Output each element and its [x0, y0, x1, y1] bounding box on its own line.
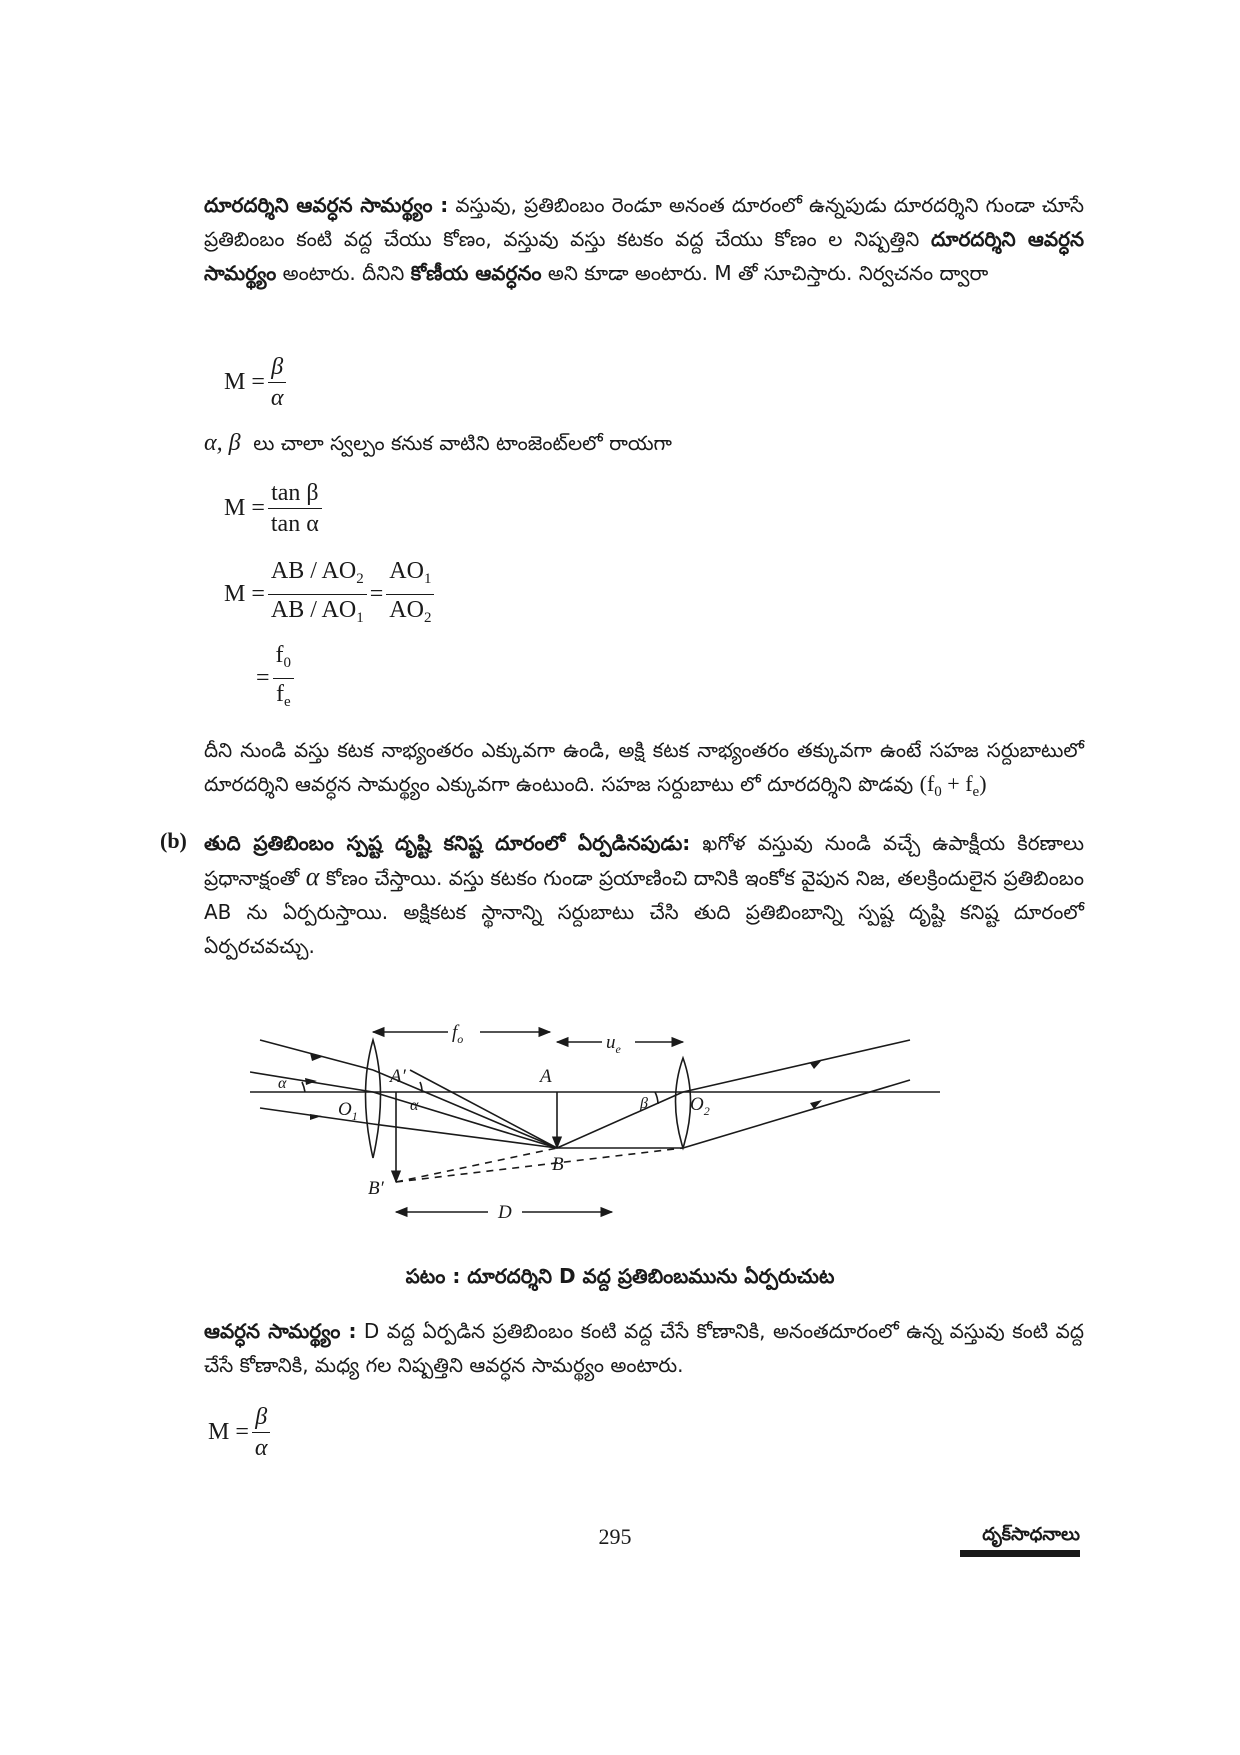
incoming-ray-top: [260, 1040, 373, 1070]
telescope-length-formula: $(f_0 + f_e)$: [919, 771, 987, 800]
alpha-arc-left: [302, 1082, 305, 1092]
equation-m-beta-over-alpha-final: M = $\frac{\beta}{\alpha}$: [208, 1402, 273, 1463]
label-a-prime: A′: [390, 1066, 406, 1087]
beta-arc: [655, 1092, 658, 1104]
heading-least-distance: తుది ప్రతిబింబం స్పష్ట దృష్టి కనిష్ట దూరంలో ఏర్పడినపుడు:: [204, 831, 691, 855]
running-head-rule: [960, 1550, 1080, 1557]
label-beta: β: [640, 1095, 648, 1112]
figure-caption: పటం : దూరదర్శిని D వద్ద ప్రతిబింబమును ఏర్పరుచుట: [405, 1264, 835, 1288]
label-fo: $f_o$: [452, 1022, 464, 1046]
label-ue: $u_e$: [606, 1032, 621, 1056]
label-o2: $O_2$: [690, 1094, 710, 1118]
telescope-ray-diagram: [250, 1020, 970, 1250]
ray-through-a-prime: [410, 1070, 557, 1148]
equation-m-beta-over-alpha: M = $\frac{\beta}{\alpha}$: [224, 352, 289, 413]
equation-focal-ratio: = $\frac{f_0}{f_e}$: [256, 640, 297, 717]
term-magnifying-power: ఆవర్ధన సామర్థ్యం :: [204, 1319, 357, 1343]
term-telescope-magnifying-power: దూరదర్శిని ఆవర్ధన సామర్థ్యం :: [204, 193, 449, 217]
page-number: 295: [598, 1524, 632, 1549]
emergent-ray-bottom: [683, 1080, 910, 1148]
virtual-ray-2: [396, 1148, 683, 1182]
label-alpha-inner: α: [410, 1097, 419, 1114]
equation-ab-ratio: M = $\frac{AB / AO_2}{AB / AO_1}$ = $\frac{AO_1}{AO_2}$: [224, 556, 437, 633]
paragraph-magnifying-power-d: ఆవర్ధన సామర్థ్యం : D వద్ద ఏర్పడిన ప్రతిబింబం కంటి వద్ద చేసే కోణానికి, అనంతదూరంలో ఉన్న వస్తువు కంటి వద్ద చేసే కోణానికి, మధ్య గల నిష్పత్తిని ఆవర్ధన సామర్థ్యం అంటారు.: [204, 1319, 1085, 1377]
equation-tan-ratio: M = $\frac{\text{tan β}}{\text{tan α}}$: [224, 478, 325, 539]
item-label-b: (b): [160, 828, 187, 853]
emergent-ray-top: [683, 1040, 910, 1092]
objective-lens: [366, 1040, 381, 1158]
running-head: దృక్‌సాధనాలు: [982, 1524, 1080, 1545]
label-alpha-left: α: [278, 1075, 287, 1092]
paragraph-least-distance-case: తుది ప్రతిబింబం స్పష్ట దృష్టి కనిష్ట దూరంలో ఏర్పడినపుడు: ఖగోళ వస్తువు నుండి వచ్చే ఉపాక్షీయ కిరణాలు ప్రధానాక్షంతో α కోణం చేస్తాయి. వస్తు కటకం గుండా ప్రయాణించి దానికి ఇంకోక వైపున నిజ, తలక్రిందులైన ప్రతిబింబం AB ను ఏర్పరుస్తాయి. అక్షికటక స్థానాన్ని సర్దుబాటు చేసి తుది ప్రతిబింబాన్ని స్పష్ట దృష్టి కనిష్ట దూరంలో ఏర్పరచవచ్చు.: [204, 831, 1084, 958]
paragraph-telescope-magnifying-power: దూరదర్శిని ఆవర్ధన సామర్థ్యం : వస్తువు, ప్రతిబింబం రెండూ అనంత దూరంలో ఉన్నపుడు దూరదర్శిని గుండా చూసే ప్రతిబింబం కంటి వద్ద చేయు కోణం, వస్తువు వస్తు కటకం వద్ద చేయు కోణం ల నిష్పత్తిని దూరదర్శిని ఆవర్ధన సామర్థ్యం అంటారు. దీనిని కోణీయ ఆవర్ధనం అని కూడా అంటారు. M తో సూచిస్తారు. నిర్వచనం ద్వారా: [204, 193, 1084, 285]
ray-b-to-eyepiece-centre: [557, 1092, 683, 1148]
label-b-prime: B′: [368, 1178, 384, 1199]
label-d: D: [498, 1202, 512, 1223]
small-angle-statement: α, β లు చాలా స్వల్పం కనుక వాటిని టాంజెంట్‌లలో రాయగా: [204, 430, 672, 456]
label-b: B: [552, 1154, 564, 1175]
eyepiece-lens: [676, 1058, 691, 1148]
paragraph-normal-adjustment: దీని నుండి వస్తు కటక నాభ్యంతరం ఎక్కువగా ఉండి, అక్షి కటక నాభ్యంతరం తక్కువగా ఉంటే సహజ సర్దుబాటులో దూరదర్శిని ఆవర్ధన సామర్థ్యం ఎక్కువగా ఉంటుంది. సహజ సర్దుబాటు లో దూరదర్శిని పొడవు $(f_0 + f_e)$: [204, 738, 1084, 800]
label-a: A: [540, 1066, 552, 1087]
virtual-ray-1: [396, 1148, 557, 1182]
label-o1: $O_1$: [338, 1099, 358, 1123]
refracted-ray-middle: [373, 1092, 557, 1148]
